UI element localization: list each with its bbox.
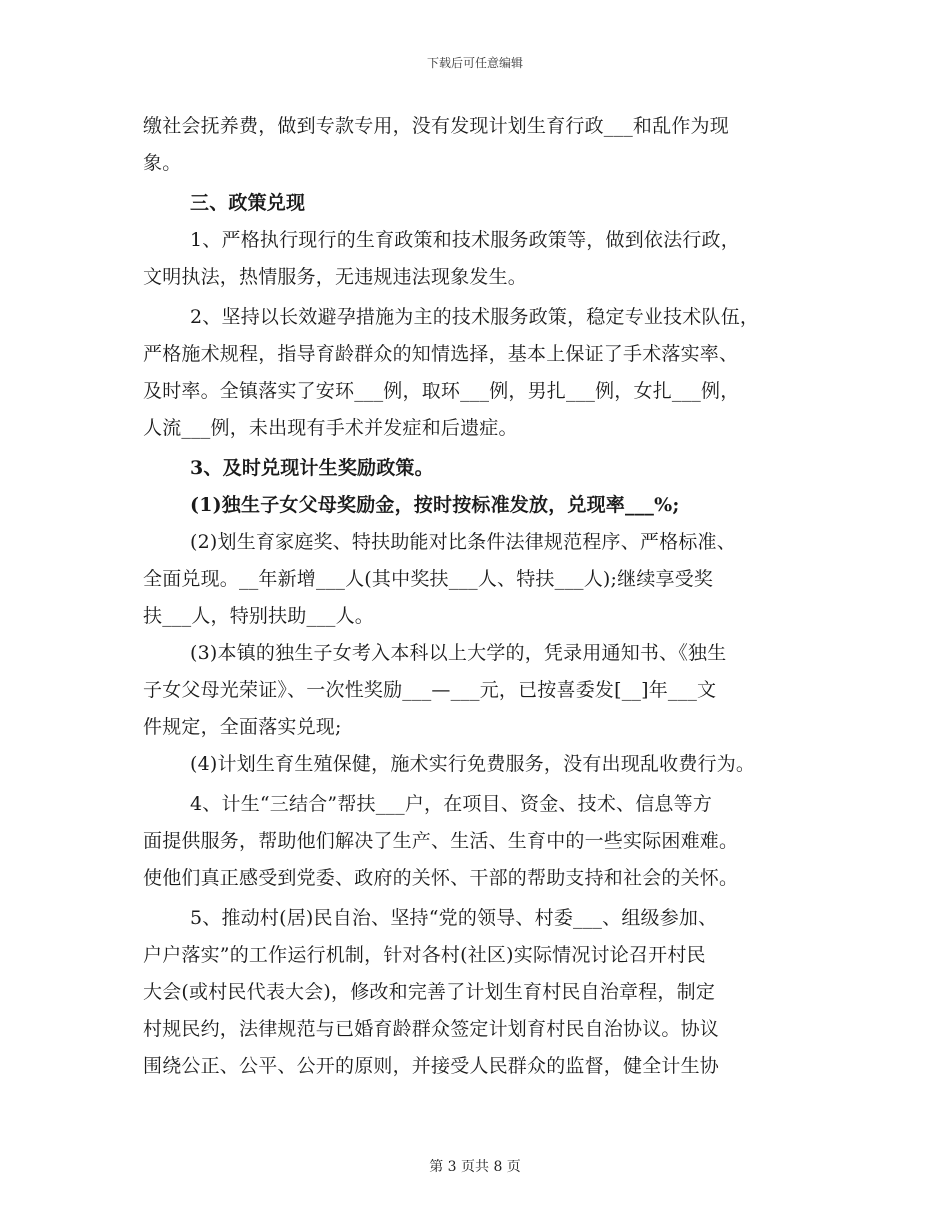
- paragraph-line: 4、计生“三结合”帮扶___户，在项目、资金、技术、信息等方: [190, 793, 713, 815]
- paragraph-line: 严格施术规程，指导育龄群众的知情选择，基本上保证了手术落实率、: [143, 343, 739, 365]
- section-heading: 三、政策兑现: [190, 192, 306, 214]
- paragraph-line: 使他们真正感受到党委、政府的关怀、干部的帮助支持和社会的关怀。: [143, 867, 739, 889]
- paragraph-line: 及时率。全镇落实了安环___例，取环___例，男扎___例，女扎___例，: [143, 380, 740, 402]
- paragraph-line: (2)划生育家庭奖、特扶助能对比条件法律规范程序、严格标准、: [190, 531, 736, 553]
- page-footer: 第 3 页共 8 页: [429, 1159, 521, 1175]
- paragraph-line: (1)独生子女父母奖励金，按时按标准发放，兑现率___%;: [190, 494, 680, 516]
- paragraph-line: (3)本镇的独生子女考入本科以上大学的，凭录用通知书、《独生: [190, 642, 727, 664]
- paragraph-line: (4)计划生育生殖保健，施术实行免费服务，没有出现乱收费行为。: [190, 753, 756, 775]
- paragraph-line: 人流___例，未出现有手术并发症和后遗症。: [143, 417, 518, 439]
- paragraph-line: 象。: [143, 152, 182, 174]
- paragraph-line: 面提供服务，帮助他们解决了生产、生活、生育中的一些实际困难难。: [143, 830, 739, 852]
- paragraph-line: 子女父母光荣证》、一次性奖励___—___元，已按喜委发[__]年___文: [143, 679, 717, 701]
- paragraph-line: 户户落实”的工作运行机制，针对各村(社区)实际情况讨论召开村民: [143, 944, 706, 966]
- paragraph-line: 村规民约，法律规范与已婚育龄群众签定计划育村民自治协议。协议: [143, 1018, 720, 1040]
- paragraph-line: 扶___人，特别扶助___人。: [143, 605, 375, 627]
- paragraph-line: 2、坚持以长效避孕措施为主的技术服务政策，稳定专业技术队伍，: [190, 306, 760, 328]
- paragraph-line: 大会(或村民代表大会)，修改和完善了计划生育村民自治章程，制定: [143, 981, 716, 1003]
- paragraph-line: 件规定，全面落实兑现;: [143, 716, 342, 738]
- subsection-heading: 3、及时兑现计生奖励政策。: [190, 457, 434, 479]
- paragraph-line: 文明执法，热情服务，无违规违法现象发生。: [143, 266, 528, 288]
- document-body: [143, 108, 823, 1085]
- paragraph-line: 1、严格执行现行的生育政策和技术服务政策等，做到依法行政，: [190, 229, 740, 251]
- paragraph-line: 围绕公正、公平、公开的原则，并接受人民群众的监督，健全计生协: [143, 1055, 720, 1077]
- paragraph-line: 缴社会抚养费，做到专款专用，没有发现计划生育行政___和乱作为现: [143, 115, 729, 137]
- paragraph-line: 5、推动村(居)民自治、坚持“党的领导、村委___、组级参加、: [190, 907, 718, 929]
- page-header: 下载后可任意编辑: [426, 56, 523, 70]
- paragraph-line: 全面兑现。__年新增___人(其中奖扶___人、特扶___人);继续享受奖: [143, 568, 714, 590]
